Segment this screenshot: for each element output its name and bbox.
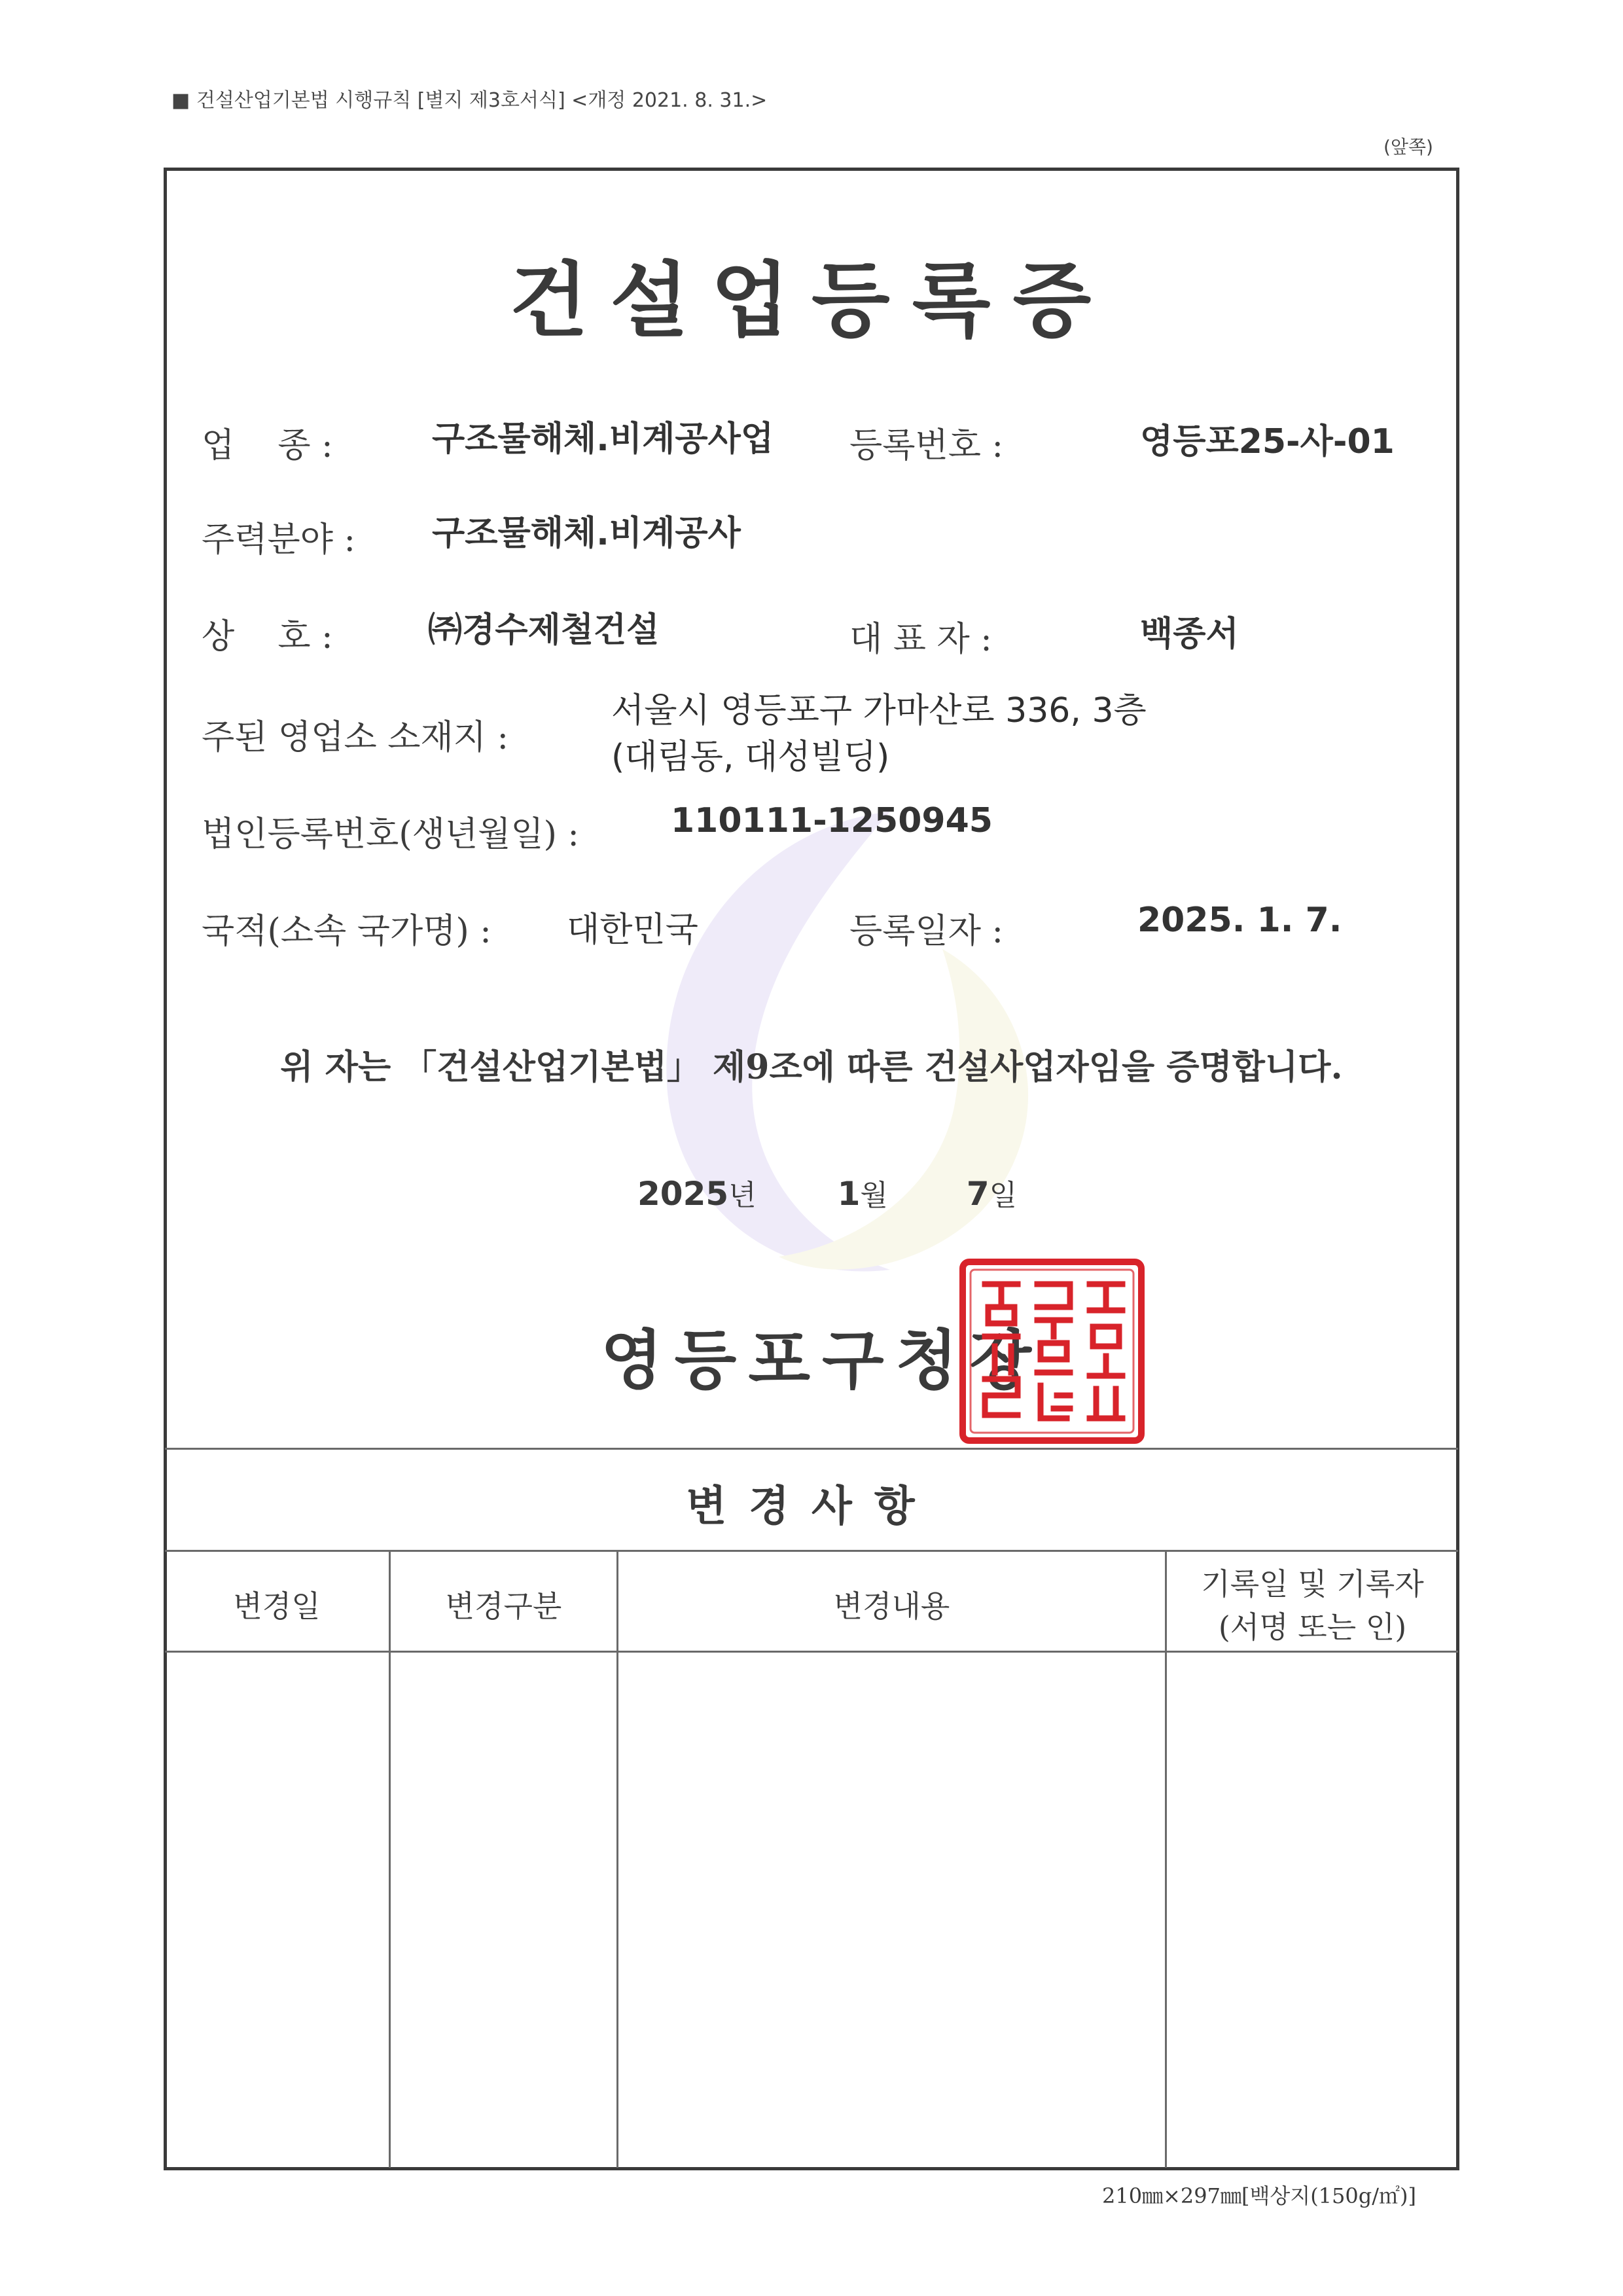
issuer-name: 영등포구청장 [601,1323,1044,1398]
representative-value: 백종서 [1140,615,1239,654]
business-type-label: 업 종 : [202,426,333,465]
business-type-value: 구조물해체.비계공사업 [432,420,774,459]
changes-header-bottom-line [165,1651,1458,1653]
official-seal-stamp [959,1258,1145,1444]
issue-month-unit: 월 [860,1179,888,1212]
column-signature-note: (서명 또는 인) [1218,1609,1407,1645]
office-address-line1: 서울시 영등포구 가마산로 336, 3층 [611,691,1147,730]
registration-no-label: 등록번호 : [849,426,1003,465]
page-side-label: (앞쪽) [1383,136,1433,158]
company-name-label: 상 호 : [202,617,333,656]
issue-day: 7 [966,1175,990,1213]
changes-top-divider [165,1448,1458,1450]
registration-no-value: 영등포25-사-01 [1140,422,1395,461]
issue-year-unit: 년 [728,1179,757,1212]
column-change-date: 변경일 [233,1588,321,1624]
document-title: 건설업등록증 [509,253,1114,348]
issue-date [637,1172,1017,1213]
column-record-date-recorder: 기록일 및 기록자 [1201,1566,1424,1602]
issue-day-unit: 일 [989,1179,1018,1212]
representative-label: 대 표 자 : [849,620,992,659]
nationality-label: 국적(소속 국가명) : [202,912,491,951]
company-name-value: ㈜경수제철건설 [428,611,660,650]
form-note: ■ 건설산업기본법 시행규칙 [별지 제3호서식] <개정 2021. 8. 31.> [171,89,768,112]
office-address-line2: (대림동, 대성빌딩) [611,738,890,777]
issue-year: 2025 [637,1175,729,1213]
changes-title: 변경사항 [686,1482,937,1531]
column-change-details: 변경내용 [833,1588,950,1624]
changes-col-divider-2 [616,1550,618,2168]
issue-month: 1 [837,1175,861,1213]
main-field-value: 구조물해체.비계공사 [432,514,741,553]
office-address-label: 주된 영업소 소재지 : [202,718,508,757]
paper-spec-footer: 210㎜×297㎜[백상지(150g/㎡)] [1102,2183,1416,2208]
registration-date-label: 등록일자 : [849,912,1003,951]
nationality-value: 대한민국 [567,910,698,950]
changes-header-top-line [165,1550,1458,1552]
column-change-type: 변경구분 [445,1588,562,1624]
corp-reg-no-value: 110111-1250945 [671,801,993,840]
corp-reg-no-label: 법인등록번호(생년월일) : [202,815,579,854]
registration-date-value: 2025. 1. 7. [1137,901,1342,940]
certificate-frame [164,168,1459,2170]
changes-col-divider-1 [389,1550,391,2168]
main-field-label: 주력분야 : [202,520,355,560]
certification-statement: 위 자는 「건설산업기본법」 제9조에 따른 건설사업자임을 증명합니다. [280,1047,1343,1087]
